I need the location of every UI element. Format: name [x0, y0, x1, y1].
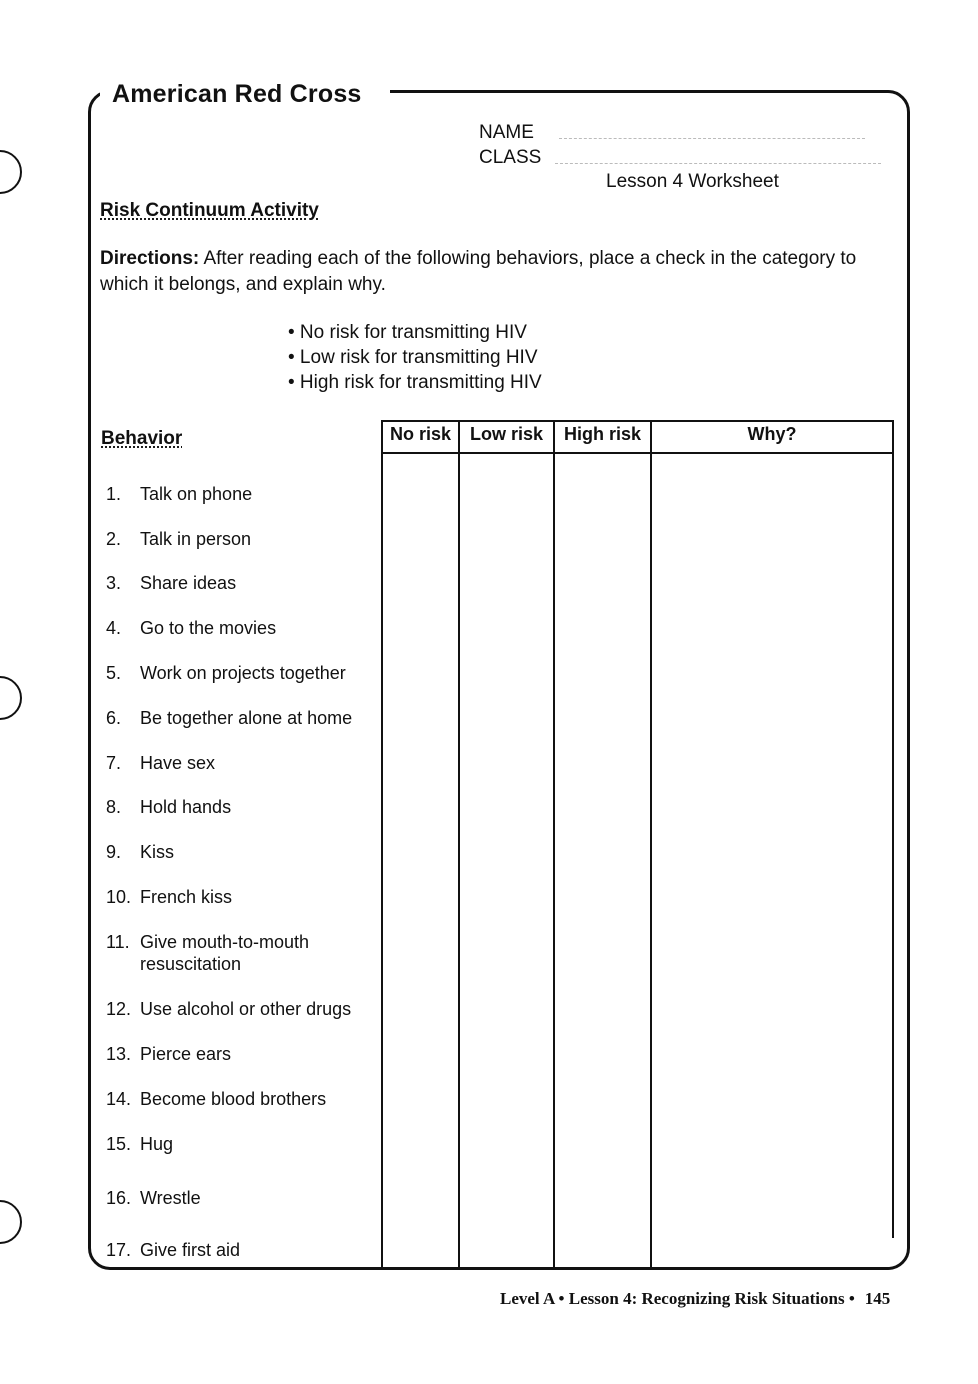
list-item	[106, 662, 378, 684]
row-number: 6.	[106, 708, 122, 728]
row-number: 15.	[106, 1134, 132, 1154]
table-divider-3	[650, 420, 652, 1268]
row-number: 4.	[106, 618, 122, 638]
class-field[interactable]	[479, 147, 541, 169]
risk-table	[381, 420, 894, 1268]
row-behavior: Hug	[140, 1134, 174, 1154]
row-number: 1.	[106, 484, 122, 504]
row-number: 16.	[106, 1188, 132, 1208]
page-footer	[500, 1289, 890, 1309]
row-behavior: Give mouth-to-mouth resuscitation	[140, 932, 310, 974]
row-behavior: French kiss	[140, 887, 233, 907]
row-behavior: Talk on phone	[140, 484, 253, 504]
row-behavior: Share ideas	[140, 573, 237, 593]
list-item	[106, 572, 378, 594]
list-item	[106, 752, 378, 774]
binder-hole-top	[0, 150, 22, 194]
bullet-high-risk: • High risk for transmitting HIV	[288, 372, 542, 393]
worksheet-label: Lesson 4 Worksheet	[606, 171, 779, 192]
list-item	[106, 931, 378, 975]
activity-title: Risk Continuum Activity	[100, 200, 319, 221]
list-item	[106, 796, 378, 818]
row-behavior: Kiss	[140, 842, 175, 862]
list-item	[106, 841, 378, 863]
binder-hole-bottom	[0, 1200, 22, 1244]
row-behavior: Be together alone at home	[140, 708, 353, 728]
row-behavior: Give first aid	[140, 1240, 241, 1260]
risk-categories	[288, 320, 542, 395]
list-item	[106, 1088, 378, 1110]
row-number: 13.	[106, 1044, 132, 1064]
col-high-risk: High risk	[563, 424, 642, 444]
name-field[interactable]	[479, 122, 534, 144]
col-why: Why?	[747, 424, 797, 444]
footer-text: Level A • Lesson 4: Recognizing Risk Situations •	[500, 1289, 855, 1308]
list-item	[106, 886, 378, 908]
list-item	[106, 483, 378, 505]
row-behavior: Use alcohol or other drugs	[140, 999, 352, 1019]
row-behavior: Pierce ears	[140, 1044, 232, 1064]
table-border-top	[381, 420, 894, 422]
directions-text: After reading each of the following behaviors, place a check in the category to which it belongs, and explain why.	[100, 248, 857, 295]
list-item	[106, 1239, 378, 1261]
row-number: 3.	[106, 573, 122, 593]
row-number: 12.	[106, 999, 132, 1019]
directions	[100, 246, 860, 298]
list-item	[106, 617, 378, 639]
row-number: 10.	[106, 887, 132, 907]
row-behavior: Go to the movies	[140, 618, 277, 638]
table-divider-1	[458, 420, 460, 1268]
directions-label: Directions:	[100, 248, 200, 269]
binder-hole-middle	[0, 676, 22, 720]
row-behavior: Work on projects together	[140, 663, 346, 683]
row-behavior: Hold hands	[140, 797, 232, 817]
list-item	[106, 528, 378, 550]
behavior-header: Behavior	[101, 428, 183, 449]
row-number: 14.	[106, 1089, 132, 1109]
row-behavior: Wrestle	[140, 1188, 201, 1208]
row-behavior: Become blood brothers	[140, 1089, 327, 1109]
row-behavior: Talk in person	[140, 529, 252, 549]
table-border-right	[892, 420, 894, 1238]
row-number: 7.	[106, 753, 122, 773]
table-border-left	[381, 420, 383, 1268]
row-number: 17.	[106, 1240, 132, 1260]
row-number: 5.	[106, 663, 122, 683]
col-no-risk: No risk	[389, 424, 452, 444]
table-header-rule	[381, 452, 894, 454]
row-number: 2.	[106, 529, 122, 549]
list-item	[106, 707, 378, 729]
row-number: 8.	[106, 797, 122, 817]
brand-title: American Red Cross	[112, 80, 362, 108]
bullet-low-risk: • Low risk for transmitting HIV	[288, 347, 538, 368]
class-label: CLASS	[479, 147, 542, 168]
list-item	[106, 1043, 378, 1065]
name-blank[interactable]	[559, 138, 865, 139]
name-label: NAME	[479, 122, 534, 143]
list-item	[106, 998, 378, 1020]
col-low-risk: Low risk	[469, 424, 544, 444]
row-number: 9.	[106, 842, 122, 862]
table-divider-2	[553, 420, 555, 1268]
list-item	[106, 1133, 378, 1155]
list-item	[106, 1187, 378, 1209]
row-behavior: Have sex	[140, 753, 216, 773]
page-number: 145	[864, 1289, 891, 1308]
class-blank[interactable]	[555, 163, 881, 164]
bullet-no-risk: • No risk for transmitting HIV	[288, 322, 527, 343]
row-number: 11.	[106, 932, 130, 952]
